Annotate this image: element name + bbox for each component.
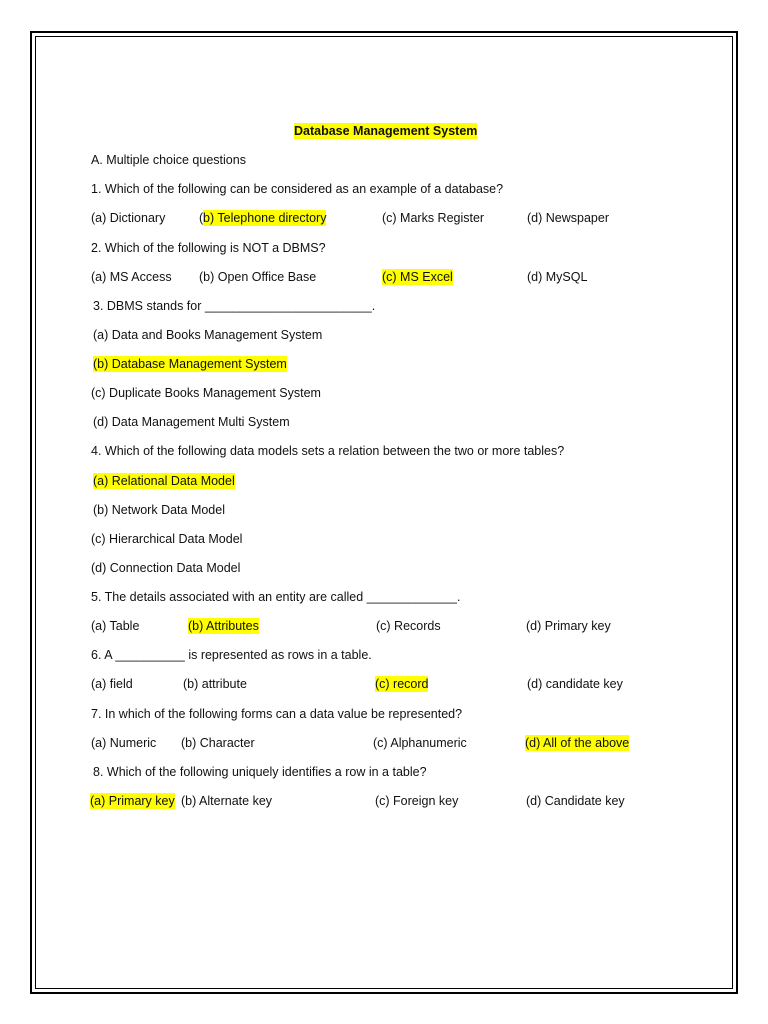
section-heading: A. Multiple choice questions <box>91 153 246 167</box>
q7-option-b: (b) Character <box>181 736 255 750</box>
q7-option-c: (c) Alphanumeric <box>373 736 467 750</box>
q6-option-c-answer: (c) record <box>375 677 429 691</box>
q1-option-b-answer: b) Telephone directory <box>203 211 327 225</box>
q2-option-c-answer: (c) MS Excel <box>382 270 453 284</box>
q3-option-a: (a) Data and Books Management System <box>93 328 323 342</box>
question-1: 1. Which of the following can be considered as an example of a database? <box>91 182 504 196</box>
q8-option-a-answer: (a) Primary key <box>90 794 175 808</box>
q4-option-b: (b) Network Data Model <box>93 503 225 517</box>
question-5: 5. The details associated with an entity are called _____________. <box>91 590 461 604</box>
q4-option-d: (d) Connection Data Model <box>91 561 241 575</box>
q1-option-d: (d) Newspaper <box>527 211 609 225</box>
q5-option-c: (c) Records <box>376 619 441 633</box>
q3-option-b-answer: (b) Database Management System <box>93 357 287 371</box>
q5-option-b-answer: (b) Attributes <box>188 619 259 633</box>
question-7: 7. In which of the following forms can a data value be represented? <box>91 707 463 721</box>
q6-option-d: (d) candidate key <box>527 677 623 691</box>
q8-option-d: (d) Candidate key <box>526 794 625 808</box>
q2-option-b: (b) Open Office Base <box>199 270 317 284</box>
q2-option-d: (d) MySQL <box>527 270 588 284</box>
question-6: 6. A __________ is represented as rows in a table. <box>91 648 372 662</box>
document-title: Database Management System <box>294 124 478 138</box>
question-2: 2. Which of the following is NOT a DBMS? <box>91 241 326 255</box>
q4-option-a-answer: (a) Relational Data Model <box>93 474 235 488</box>
q3-option-c: (c) Duplicate Books Management System <box>91 386 321 400</box>
q1-option-a: (a) Dictionary <box>91 211 166 225</box>
q1-option-c: (c) Marks Register <box>382 211 485 225</box>
q5-option-a: (a) Table <box>91 619 140 633</box>
question-3: 3. DBMS stands for ________________________. <box>93 299 376 313</box>
q7-option-d-answer: (d) All of the above <box>525 736 630 750</box>
q7-option-a: (a) Numeric <box>91 736 157 750</box>
q8-option-c: (c) Foreign key <box>375 794 459 808</box>
q8-option-b: (b) Alternate key <box>181 794 273 808</box>
q6-option-b: (b) attribute <box>183 677 247 691</box>
q6-option-a: (a) field <box>91 677 133 691</box>
q2-option-a: (a) MS Access <box>91 270 172 284</box>
q3-option-d: (d) Data Management Multi System <box>93 415 290 429</box>
question-4: 4. Which of the following data models sets a relation between the two or more tables? <box>91 444 565 458</box>
q5-option-d: (d) Primary key <box>526 619 611 633</box>
q4-option-c: (c) Hierarchical Data Model <box>91 532 243 546</box>
question-8: 8. Which of the following uniquely identifies a row in a table? <box>93 765 427 779</box>
q1-option-b-prefix: ( <box>199 211 204 225</box>
